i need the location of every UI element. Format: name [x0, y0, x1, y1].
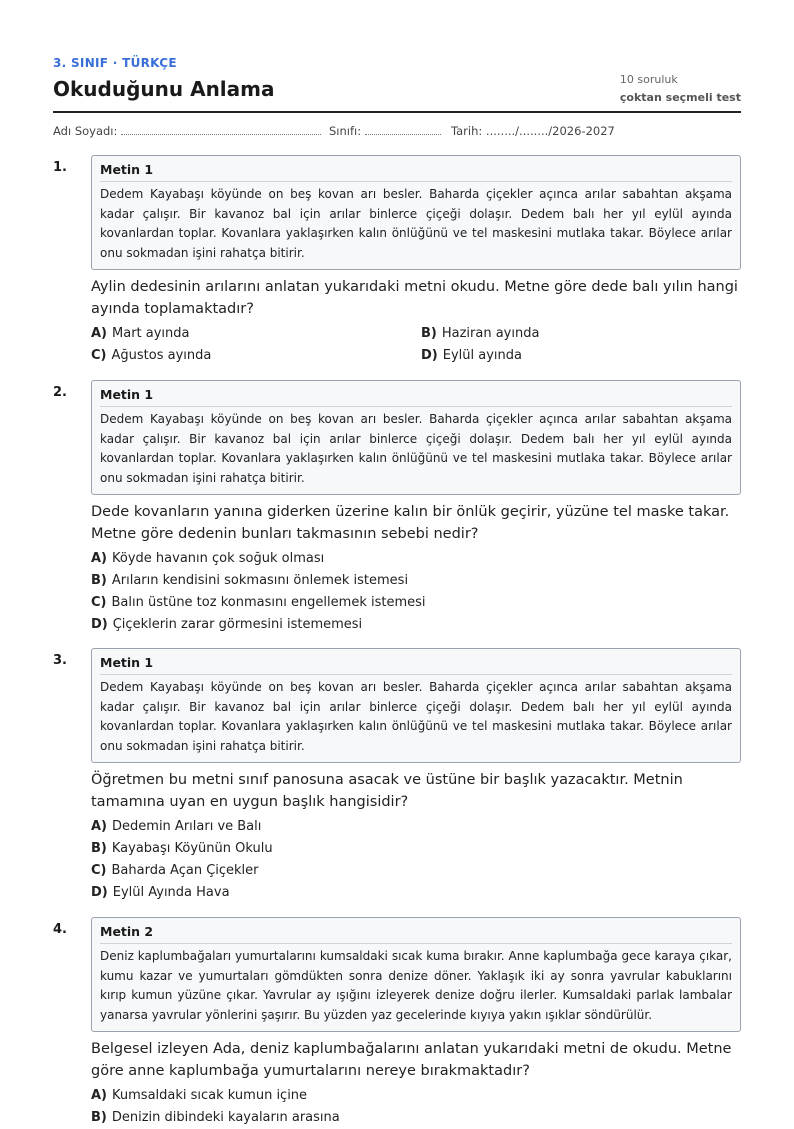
answer-options	[91, 1085, 741, 1129]
class-blank	[365, 125, 441, 135]
option-a[interactable]	[91, 548, 741, 570]
option-b[interactable]	[421, 323, 741, 345]
option-text: Ağustos ayında	[111, 348, 212, 363]
question-body	[91, 155, 741, 367]
date-field	[451, 124, 615, 138]
option-b[interactable]	[91, 838, 741, 860]
passage-box	[91, 380, 741, 495]
option-b[interactable]	[91, 570, 741, 592]
option-letter: A)	[91, 326, 108, 341]
option-text: Çiçeklerin zarar görmesini istememesi	[112, 617, 363, 632]
option-text: Kumsaldaki sıcak kumun içine	[112, 1088, 308, 1103]
page-title: Okuduğunu Anlama	[53, 77, 275, 101]
date-label: Tarih:	[451, 124, 483, 138]
option-letter: D)	[91, 885, 108, 900]
option-text: Dedemin Arıları ve Balı	[112, 819, 262, 834]
option-d[interactable]	[91, 614, 741, 636]
test-meta	[620, 72, 741, 108]
option-a[interactable]	[91, 323, 421, 345]
option-letter: A)	[91, 551, 108, 566]
option-text: Eylül Ayında Hava	[112, 885, 230, 900]
passage-title: Metin 2	[100, 924, 732, 944]
question-number: 2.	[53, 385, 67, 400]
question-body	[91, 648, 741, 904]
passage-title: Metin 1	[100, 162, 732, 182]
worksheet-header	[53, 0, 741, 113]
option-letter: A)	[91, 819, 108, 834]
question-body	[91, 380, 741, 636]
option-letter: C)	[91, 348, 107, 363]
option-a[interactable]	[91, 1085, 741, 1107]
question-text: Öğretmen bu metni sınıf panosuna asacak ve üstüne bir başlık yazacaktır. Metnin tamamına uyan en uygun başlık hangisidir?	[91, 772, 683, 810]
option-text: Kayabaşı Köyünün Okulu	[111, 841, 273, 856]
option-letter: B)	[421, 326, 437, 341]
option-text: Mart ayında	[112, 326, 190, 341]
question-text: Dede kovanların yanına giderken üzerine kalın bir önlük geçirir, yüzüne tel maske takar. Metne göre dedenin bunları takmasının sebebi nedir?	[91, 504, 730, 542]
name-blank	[121, 125, 321, 135]
option-text: Balın üstüne toz konmasını engellemek istemesi	[111, 595, 426, 610]
option-text: Köyde havanın çok soğuk olması	[112, 551, 325, 566]
answer-options	[91, 816, 741, 904]
passage-box	[91, 917, 741, 1032]
question-number: 4.	[53, 922, 67, 937]
passage-box	[91, 155, 741, 270]
question-text: Belgesel izleyen Ada, deniz kaplumbağalarını anlatan yukarıdaki metni de okudu. Metne göre anne kaplumbağa yumurtalarını nereye bırakmaktadır?	[91, 1041, 732, 1079]
answer-options	[91, 548, 741, 636]
passage-text: Dedem Kayabaşı köyünde on beş kovan arı besler. Baharda çiçekler açınca arılar sabahtan akşama kadar çalışır. Bir kavanoz bal için arılar binlerce çiçeği dolaşır. Dedem balı her yıl eylül ayında kovanlardan toplar. Kovanlara yaklaşırken kalın önlüğünü ve tel maskesini mutlaka takar. Böylece arılar onu sokmadan işini rahatça bitirir.	[100, 187, 732, 260]
passage-text: Dedem Kayabaşı köyünde on beş kovan arı besler. Baharda çiçekler açınca arılar sabahtan akşama kadar çalışır. Bir kavanoz bal için arılar binlerce çiçeği dolaşır. Dedem balı her yıl eylül ayında kovanlardan toplar. Kovanlara yaklaşırken kalın önlüğünü ve tel maskesini mutlaka takar. Böylece arılar onu sokmadan işini rahatça bitirir.	[100, 412, 732, 485]
option-c[interactable]	[91, 592, 741, 614]
passage-title: Metin 1	[100, 387, 732, 407]
test-type: çoktan seçmeli test	[619, 91, 741, 104]
passage-box	[91, 648, 741, 763]
question-number: 3.	[53, 653, 67, 668]
option-text: Eylül ayında	[442, 348, 522, 363]
date-value: ......../......../2026-2027	[485, 124, 615, 138]
option-letter: B)	[91, 573, 107, 588]
option-text: Haziran ayında	[441, 326, 540, 341]
class-label: Sınıfı:	[329, 124, 362, 138]
name-field	[53, 124, 321, 138]
passage-text: Deniz kaplumbağaları yumurtalarını kumsaldaki sıcak kuma bırakır. Anne kaplumbağa gece karaya çıkar, kumu kazar ve yumurtaları gömdükten sonra denize döner. Yaklaşık iki ay sonra yavrular kabuklarını kırıp kumun yüzüne çıkar. Yavrular ay ışığını izleyerek denize doğru ilerler. Kumsaldaki parlak lambalar yanarsa yavrular yönlerini şaşırır. Bu yüzden yaz gecelerinde kıyıya yakın ışıklar söndürülür.	[100, 949, 732, 1022]
student-info-fields	[53, 113, 741, 153]
question-body	[91, 917, 741, 1129]
option-d[interactable]	[421, 345, 741, 367]
option-b[interactable]	[91, 1107, 741, 1129]
option-text: Arıların kendisini sokmasını önlemek istemesi	[111, 573, 409, 588]
question-count: 10 soruluk	[619, 73, 678, 86]
option-letter: A)	[91, 1088, 108, 1103]
answer-options	[91, 323, 741, 367]
passage-text: Dedem Kayabaşı köyünde on beş kovan arı besler. Baharda çiçekler açınca arılar sabahtan akşama kadar çalışır. Bir kavanoz bal için arılar binlerce çiçeği dolaşır. Dedem balı her yıl eylül ayında kovanlardan toplar. Kovanlara yaklaşırken kalın önlüğünü ve tel maskesini mutlaka takar. Böylece arılar onu sokmadan işini rahatça bitirir.	[100, 680, 732, 753]
class-field	[329, 124, 441, 138]
option-d[interactable]	[91, 882, 741, 904]
option-letter: B)	[91, 1110, 107, 1125]
option-text: Denizin dibindeki kayaların arasına	[111, 1110, 340, 1125]
name-label: Adı Soyadı:	[53, 124, 118, 138]
option-letter: C)	[91, 595, 107, 610]
option-a[interactable]	[91, 816, 741, 838]
question-number: 1.	[53, 160, 67, 175]
question-text: Aylin dedesinin arılarını anlatan yukarıdaki metni okudu. Metne göre dede balı yılın hangi ayında toplamaktadır?	[91, 279, 738, 317]
option-text: Baharda Açan Çiçekler	[111, 863, 259, 878]
option-letter: D)	[91, 617, 108, 632]
passage-title: Metin 1	[100, 655, 732, 675]
option-c[interactable]	[91, 345, 421, 367]
subject-label: 3. SINIF · TÜRKÇE	[53, 56, 177, 70]
option-c[interactable]	[91, 860, 741, 882]
option-letter: C)	[91, 863, 107, 878]
option-letter: D)	[421, 348, 438, 363]
option-letter: B)	[91, 841, 107, 856]
